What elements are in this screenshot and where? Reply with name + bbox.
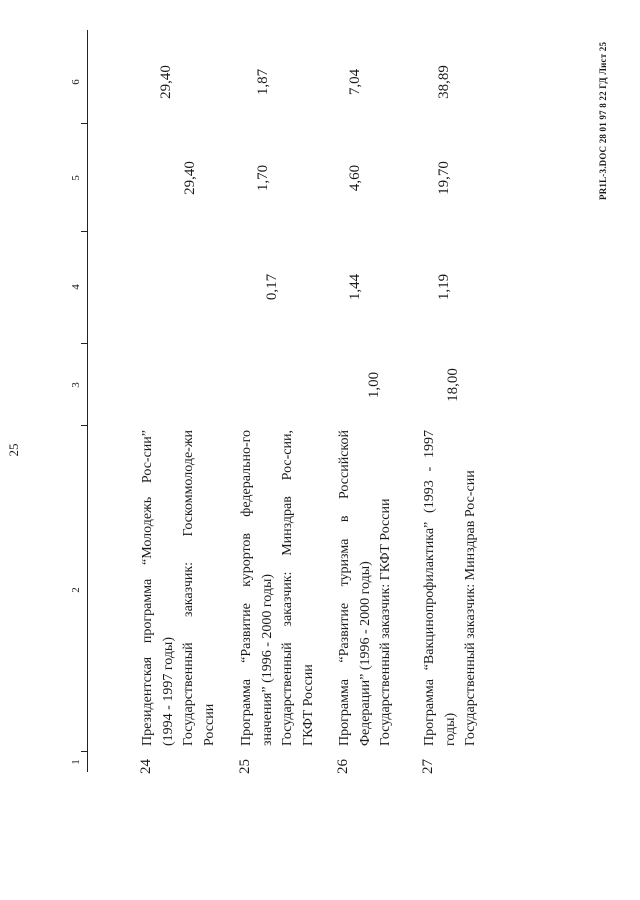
program-title: Программа “Развитие курортов федерально-го значения” (1996 - 2000 годы): [239, 430, 275, 746]
state-customer: Государственный заказчик: Минздрав Рос-сии, ГКФТ России: [280, 430, 316, 746]
column-number-6: 6: [70, 79, 82, 85]
cell-col4: 0,17: [264, 273, 280, 301]
column-number-5: 5: [70, 175, 82, 181]
row-number: 27: [420, 759, 436, 774]
cell-col3: 18,00: [445, 368, 461, 402]
state-customer: Государственный заказчик: ГКФТ России: [378, 498, 393, 746]
cell-col3: 1,00: [366, 371, 382, 399]
page-number: 25: [6, 443, 21, 457]
row-description: [138, 430, 220, 746]
row-number: 24: [138, 759, 154, 774]
row-number: 25: [237, 759, 253, 774]
cell-col6: 29,40: [158, 65, 174, 99]
row-description: [237, 430, 319, 746]
row-description: [335, 430, 397, 746]
cell-col5: 29,40: [182, 161, 198, 195]
program-title: Программа “Вакцинопрофилактика” (1993 - 1997 годы): [422, 430, 458, 746]
header-rule: [87, 30, 88, 772]
cell-col6: 1,87: [255, 68, 271, 96]
state-customer: Государственный заказчик: Минздрав Рос-сии: [463, 470, 478, 746]
column-number-4: 4: [70, 284, 82, 290]
program-title: Программа “Развитие туризма в Российской Федерации” (1996 - 2000 годы): [337, 430, 373, 746]
cell-col6: 38,89: [436, 65, 452, 99]
row-description: [420, 430, 482, 746]
program-title: Президентская программа “Молодежь Рос-сии” (1994 - 1997 годы): [140, 430, 176, 746]
cell-col6: 7,04: [347, 68, 363, 96]
column-number-1: 1: [70, 759, 82, 765]
footer-document-code: PR1L-3.DOC 28 01 97 8 22 ГД Лист 25: [598, 41, 608, 200]
row-number: 26: [335, 759, 351, 774]
column-number-3: 3: [70, 382, 82, 388]
cell-col5: 1,70: [255, 164, 271, 192]
cell-col4: 1,19: [436, 273, 452, 301]
cell-col5: 4,60: [347, 164, 363, 192]
cell-col5: 19,70: [436, 161, 452, 195]
state-customer: Государственный заказчик: Госкоммолоде-жи России: [181, 430, 217, 746]
cell-col4: 1,44: [347, 273, 363, 301]
column-number-2: 2: [70, 587, 82, 593]
